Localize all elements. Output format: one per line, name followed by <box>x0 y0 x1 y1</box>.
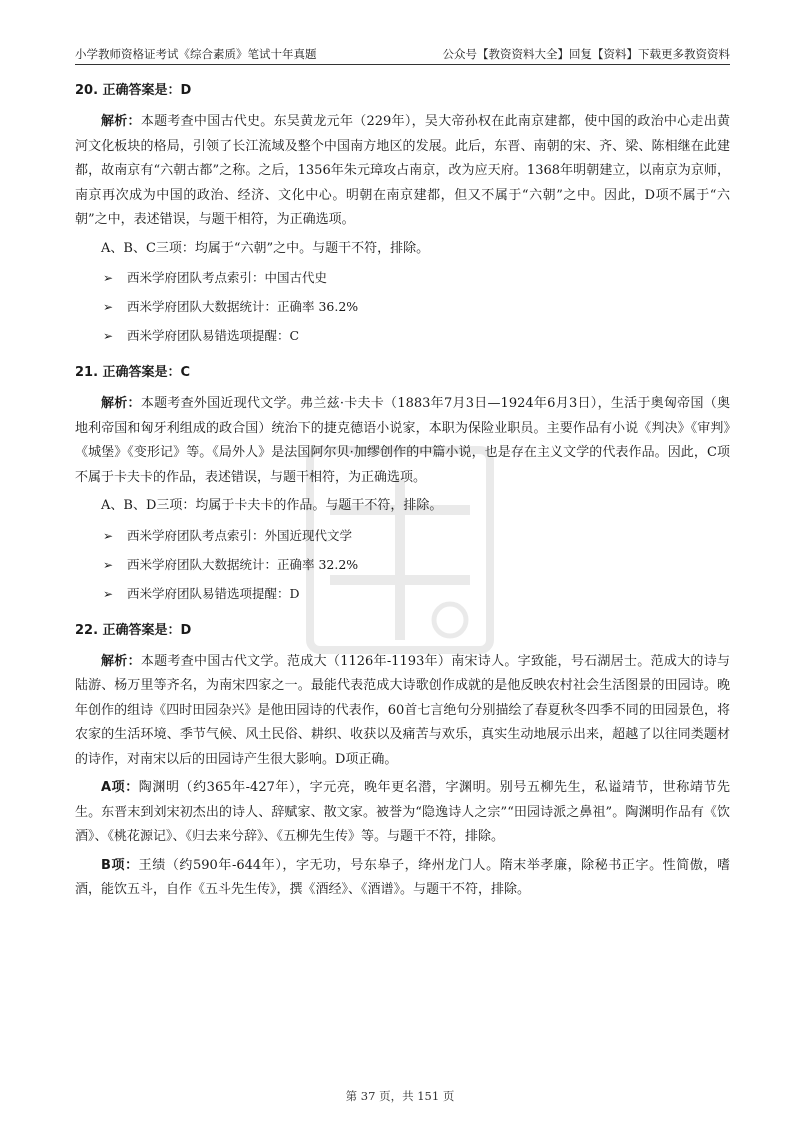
analysis-label: 解析： <box>101 396 141 411</box>
analysis-text: 本题考查中国古代史。东吴黄龙元年（229年），吴大帝孙权在此南京建都，使中国的政治中心走出黄河文化板块的格局，引领了长江流域及整个中国南方地区的发展。此后，东晋、南朝的宋、齐、梁、陈相继在此建都，故南京有“六朝古都”之称。之后，1356年朱元璋攻占南京，改为应天府。1368年明朝建立，以南京为京师，南京再次成为中国的政治、经济、文化中心。明朝在南京建都，但又不属于“六朝”之中。因此，D项不属于“六朝”之中，表述错误，与题干相符，为正确选项。 <box>75 114 730 227</box>
option-b-text: 王绩（约590年-644年），字无功，号东皋子，绛州龙门人。隋末举孝廉，除秘书正字。性简傲，嗜酒，能饮五斗，自作《五斗先生传》，撰《酒经》、《酒谱》。与题干不符，排除。 <box>75 857 730 897</box>
arrow-bullet-icon: ➢ <box>103 557 114 572</box>
option-a-text: 陶渊明（约365年-427年），字元亮，晚年更名潜，字渊明。别号五柳先生，私谥靖节，世称靖节先生。东晋末到刘宋初杰出的诗人、辞赋家、散文家。被誉为“隐逸诗人之宗”“田园诗派之鼻祖”。陶渊明作品有《饮酒》、《桃花源记》、《归去来兮辞》、《五柳先生传》等。与题干不符，排除。 <box>75 780 730 844</box>
page-content <box>75 80 730 917</box>
bullet-list <box>75 266 730 348</box>
option-b-paragraph <box>75 854 730 903</box>
question-title: 22. 正确答案是：D <box>75 622 192 638</box>
analysis-paragraph <box>75 392 730 490</box>
bullet-item: ➢ 西米学府团队考点索引：中国古代史 <box>75 266 730 290</box>
question-22 <box>75 620 730 903</box>
analysis-label: 解析： <box>101 114 141 129</box>
options-note: A、B、C三项：均属于“六朝”之中。与题干不符，排除。 <box>101 240 430 256</box>
bullet-item: ➢ 西米学府团队易错选项提醒：D <box>75 582 730 606</box>
option-a-label: A项： <box>101 780 139 795</box>
arrow-bullet-icon: ➢ <box>103 329 114 343</box>
question-title: 20. 正确答案是：D <box>75 83 192 98</box>
question-20 <box>75 80 730 348</box>
header-title: 小学教师资格证考试《综合素质》笔试十年真题 <box>75 47 317 61</box>
bullet-item: ➢ 西米学府团队考点索引：外国近现代文学 <box>75 524 730 548</box>
arrow-bullet-icon: ➢ <box>103 271 114 285</box>
arrow-bullet-icon: ➢ <box>103 300 114 314</box>
option-a-paragraph <box>75 776 730 850</box>
arrow-bullet-icon: ➢ <box>103 586 114 601</box>
bullet-item: ➢ 西米学府团队大数据统计：正确率 36.2% <box>75 295 730 319</box>
arrow-bullet-icon: ➢ <box>103 528 114 543</box>
analysis-text: 本题考查外国近现代文学。弗兰兹·卡夫卡（1883年7月3日—1924年6月3日），生活于奥匈帝国（奥地利帝国和匈牙利组成的政合国）统治下的捷克德语小说家，本职为保险业职员。主要作品有小说《判决》《审判》《城堡》《变形记》等。《局外人》是法国阿尔贝·加缪创作的中篇小说，也是存在主义文学的代表作品。因此，C项不属于卡夫卡的作品，表述错误，与题干相符，为正确选项。 <box>75 396 730 485</box>
analysis-label: 解析： <box>101 653 141 669</box>
question-title: 21. 正确答案是：C <box>75 365 191 380</box>
question-21 <box>75 362 730 606</box>
analysis-paragraph <box>75 110 730 233</box>
analysis-paragraph <box>75 650 730 773</box>
option-b-label: B项： <box>101 857 139 873</box>
page-footer: 第 37 页，共 151 页 <box>345 1089 455 1103</box>
analysis-text: 本题考查中国古代文学。范成大（1126年-1193年）南宋诗人。字致能，号石湖居士。范成大的诗与陆游、杨万里等齐名，为南宋四家之一。最能代表范成大诗歌创作成就的是他反映农村社会生活图景的田园诗。晚年创作的组诗《四时田园杂兴》是他田园诗的代表作，60首七言绝句分别描绘了春夏秋冬四季不同的田园景色，将农家的生活环境、季节气候、风土民俗、耕织、收获以及痛苦与欢乐，真实生动地展示出来，超越了以往同类题材的诗作，对南宋以后的田园诗产生很大影响。D项正确。 <box>75 653 730 767</box>
bullet-item: ➢ 西米学府团队大数据统计：正确率 32.2% <box>75 553 730 577</box>
options-note: A、B、D三项：均属于卡夫卡的作品。与题干不符，排除。 <box>101 498 443 513</box>
page-header <box>75 44 730 65</box>
header-promo: 公众号【教资资料大全】回复【资料】下载更多教资资料 <box>442 47 730 61</box>
bullet-list <box>75 524 730 606</box>
bullet-item: ➢ 西米学府团队易错选项提醒：C <box>75 324 730 348</box>
